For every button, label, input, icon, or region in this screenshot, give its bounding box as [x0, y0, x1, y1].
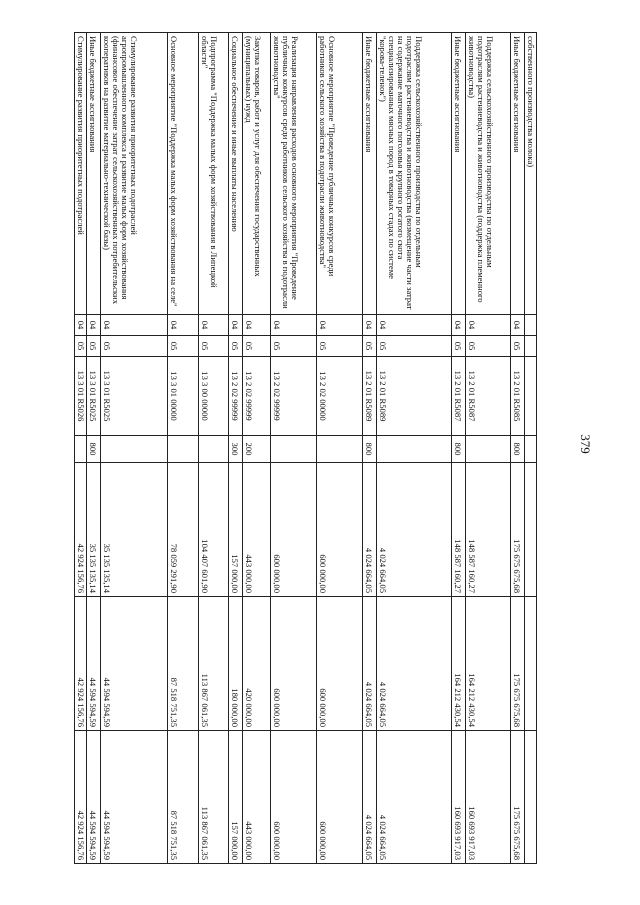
amount-year-2-cell: 600 000,00: [270, 597, 316, 731]
amount-year-1-cell: [524, 463, 536, 597]
section-code-cell: 04: [228, 315, 242, 336]
subsection-code-cell: [524, 336, 536, 357]
expense-type-cell: 800: [510, 436, 524, 463]
item-name-cell: Иные бюджетные ассигнования: [362, 33, 376, 315]
amount-year-1-cell: 600 000,00: [316, 463, 362, 597]
expense-type-cell: [524, 436, 536, 463]
amount-year-1-cell: 148 587 160,27: [451, 463, 465, 597]
amount-year-3-cell: 600 000,00: [270, 731, 316, 864]
subsection-code-cell: 05: [465, 336, 510, 357]
table-row: [362, 33, 376, 864]
target-article-cell: 13 2 01 R5089: [376, 357, 451, 436]
amount-year-2-cell: 420 000,00: [242, 597, 270, 731]
table-row: [524, 33, 536, 864]
amount-year-2-cell: 180 000,00: [228, 597, 242, 731]
table-row: [228, 33, 242, 864]
expense-type-cell: [376, 436, 451, 463]
subsection-code-cell: 05: [228, 336, 242, 357]
amount-year-1-cell: 78 059 291,90: [167, 463, 198, 597]
item-name-cell: Закупка товаров, работ и услуг для обеспечения государственных (муниципальных) нужд: [242, 33, 270, 315]
target-article-cell: 13 2 02 00000: [316, 357, 362, 436]
target-article-cell: 13 3 00 00000: [198, 357, 228, 436]
table-row: [465, 33, 510, 864]
amount-year-3-cell: 44 594 594,59: [100, 731, 167, 864]
amount-year-3-cell: 113 867 061,35: [198, 731, 228, 864]
expense-type-cell: [100, 436, 167, 463]
table-row: [167, 33, 198, 864]
target-article-cell: 13 3 01 R5026: [74, 357, 86, 436]
item-name-cell: Иные бюджетные ассигнования: [451, 33, 465, 315]
subsection-code-cell: 05: [362, 336, 376, 357]
expense-type-cell: 300: [228, 436, 242, 463]
amount-year-1-cell: 175 675 675,68: [510, 463, 524, 597]
target-article-cell: 13 2 02 99999: [270, 357, 316, 436]
amount-year-2-cell: 87 518 751,35: [167, 597, 198, 731]
subsection-code-cell: 05: [86, 336, 100, 357]
section-code-cell: 04: [465, 315, 510, 336]
item-name-cell: Реализация направления расходов основного мероприятия "Проведение публичных конкурсов среди работников сельского хозяйства в подотрасли животноводства": [270, 33, 316, 315]
table-row: [270, 33, 316, 864]
amount-year-3-cell: 600 000,00: [316, 731, 362, 864]
section-code-cell: 04: [167, 315, 198, 336]
expense-type-cell: 800: [362, 436, 376, 463]
amount-year-1-cell: 157 000,00: [228, 463, 242, 597]
subsection-code-cell: 05: [74, 336, 86, 357]
amount-year-3-cell: 4 024 664,05: [376, 731, 451, 864]
target-article-cell: 13 3 01 R5025: [86, 357, 100, 436]
amount-year-3-cell: 160 693 917,03: [451, 731, 465, 864]
section-code-cell: 04: [376, 315, 451, 336]
item-name-cell: Поддержка сельскохозяйственного производства по отдельным подотраслям растениеводства и животноводства (поддержка племенного животноводства): [465, 33, 510, 315]
item-name-cell: Иные бюджетные ассигнования: [510, 33, 524, 315]
target-article-cell: 13 2 02 99999: [242, 357, 270, 436]
amount-year-2-cell: 164 212 430,54: [451, 597, 465, 731]
amount-year-1-cell: 42 924 156,76: [74, 463, 86, 597]
section-code-cell: 04: [242, 315, 270, 336]
amount-year-3-cell: [524, 731, 536, 864]
amount-year-3-cell: 87 518 751,35: [167, 731, 198, 864]
amount-year-2-cell: 175 675 675,68: [510, 597, 524, 731]
item-name-cell: собственного производства молока): [524, 33, 536, 315]
expense-type-cell: [74, 436, 86, 463]
item-name-cell: Подпрограмма "Поддержка малых форм хозяйствования в Липецкой области": [198, 33, 228, 315]
item-name-cell: Основное мероприятие "Поддержка малых форм хозяйствования на селе": [167, 33, 198, 315]
target-article-cell: 13 2 01 R5089: [362, 357, 376, 436]
expense-type-cell: [270, 436, 316, 463]
item-name-cell: Поддержка сельскохозяйственного производства по отдельным подотраслям растениеводства и животноводства (возмещение части затрат на содержание маточного поголовья крупного рогатого скота специализированных мясных пород в товарных стадах по системе "корова-теленок"): [376, 33, 451, 315]
table-row: [74, 33, 86, 864]
page-number: 379: [578, 434, 593, 454]
amount-year-3-cell: 443 000,00: [242, 731, 270, 864]
amount-year-2-cell: 164 212 430,54: [465, 597, 510, 731]
item-name-cell: Стимулирование развития приоритетных подотраслей агропромышленного комплекса и развитие малых форм хозяйствования (финансовое обеспечение затрат сельскохозяйственных потребительских кооперативов на развитие материально-технической базы): [100, 33, 167, 315]
table-row: [242, 33, 270, 864]
amount-year-3-cell: 4 024 664,05: [362, 731, 376, 864]
expense-type-cell: [198, 436, 228, 463]
target-article-cell: 13 2 01 R5085: [510, 357, 524, 436]
expense-type-cell: 800: [86, 436, 100, 463]
amount-year-1-cell: 443 000,00: [242, 463, 270, 597]
amount-year-3-cell: 160 693 917,03: [465, 731, 510, 864]
section-code-cell: [524, 315, 536, 336]
amount-year-1-cell: 35 135 135,14: [100, 463, 167, 597]
subsection-code-cell: 05: [242, 336, 270, 357]
subsection-code-cell: 05: [510, 336, 524, 357]
amount-year-1-cell: 600 000,00: [270, 463, 316, 597]
item-name-cell: Социальное обеспечение и иные выплаты населению: [228, 33, 242, 315]
subsection-code-cell: 05: [270, 336, 316, 357]
amount-year-2-cell: 4 024 664,05: [376, 597, 451, 731]
expense-type-cell: [465, 436, 510, 463]
amount-year-3-cell: 175 675 675,68: [510, 731, 524, 864]
section-code-cell: 04: [74, 315, 86, 336]
table-row: [376, 33, 451, 864]
section-code-cell: 04: [362, 315, 376, 336]
amount-year-2-cell: 42 924 156,76: [74, 597, 86, 731]
table-row: [198, 33, 228, 864]
amount-year-2-cell: 44 594 594,59: [86, 597, 100, 731]
amount-year-3-cell: 157 000,00: [228, 731, 242, 864]
target-article-cell: 13 3 01 00000: [167, 357, 198, 436]
target-article-cell: 13 2 01 R5087: [465, 357, 510, 436]
expense-type-cell: [316, 436, 362, 463]
target-article-cell: 13 3 01 R5025: [100, 357, 167, 436]
subsection-code-cell: 05: [376, 336, 451, 357]
amount-year-1-cell: 148 587 160,27: [465, 463, 510, 597]
amount-year-2-cell: [524, 597, 536, 731]
section-code-cell: 04: [510, 315, 524, 336]
item-name-cell: Основное мероприятие "Проведение публичных конкурсов среди работников сельского хозяйства в подотрасли животноводства": [316, 33, 362, 315]
amount-year-2-cell: 44 594 594,59: [100, 597, 167, 731]
amount-year-1-cell: 4 024 664,05: [376, 463, 451, 597]
section-code-cell: 04: [86, 315, 100, 336]
section-code-cell: 04: [270, 315, 316, 336]
target-article-cell: [524, 357, 536, 436]
subsection-code-cell: 05: [316, 336, 362, 357]
table-row: [451, 33, 465, 864]
subsection-code-cell: 05: [100, 336, 167, 357]
section-code-cell: 04: [316, 315, 362, 336]
target-article-cell: 13 2 02 99999: [228, 357, 242, 436]
expense-type-cell: [167, 436, 198, 463]
table-row: [86, 33, 100, 864]
amount-year-2-cell: 113 867 061,35: [198, 597, 228, 731]
table-row: [316, 33, 362, 864]
budget-table: [74, 32, 537, 864]
item-name-cell: Иные бюджетные ассигнования: [86, 33, 100, 315]
section-code-cell: 04: [451, 315, 465, 336]
amount-year-3-cell: 42 924 156,76: [74, 731, 86, 864]
section-code-cell: 04: [198, 315, 228, 336]
expense-type-cell: 200: [242, 436, 270, 463]
amount-year-2-cell: 4 024 664,05: [362, 597, 376, 731]
subsection-code-cell: 05: [167, 336, 198, 357]
subsection-code-cell: 05: [451, 336, 465, 357]
rotated-table-frame: [75, 32, 537, 863]
table-row: [100, 33, 167, 864]
target-article-cell: 13 2 01 R5087: [451, 357, 465, 436]
amount-year-3-cell: 44 594 594,59: [86, 731, 100, 864]
expense-type-cell: 800: [451, 436, 465, 463]
subsection-code-cell: 05: [198, 336, 228, 357]
table-row: [510, 33, 524, 864]
section-code-cell: 04: [100, 315, 167, 336]
amount-year-2-cell: 600 000,00: [316, 597, 362, 731]
budget-table-container: [75, 32, 537, 863]
amount-year-1-cell: 104 407 601,90: [198, 463, 228, 597]
amount-year-1-cell: 35 135 135,14: [86, 463, 100, 597]
item-name-cell: Стимулирование развития приоритетных подотраслей: [74, 33, 86, 315]
amount-year-1-cell: 4 024 664,05: [362, 463, 376, 597]
